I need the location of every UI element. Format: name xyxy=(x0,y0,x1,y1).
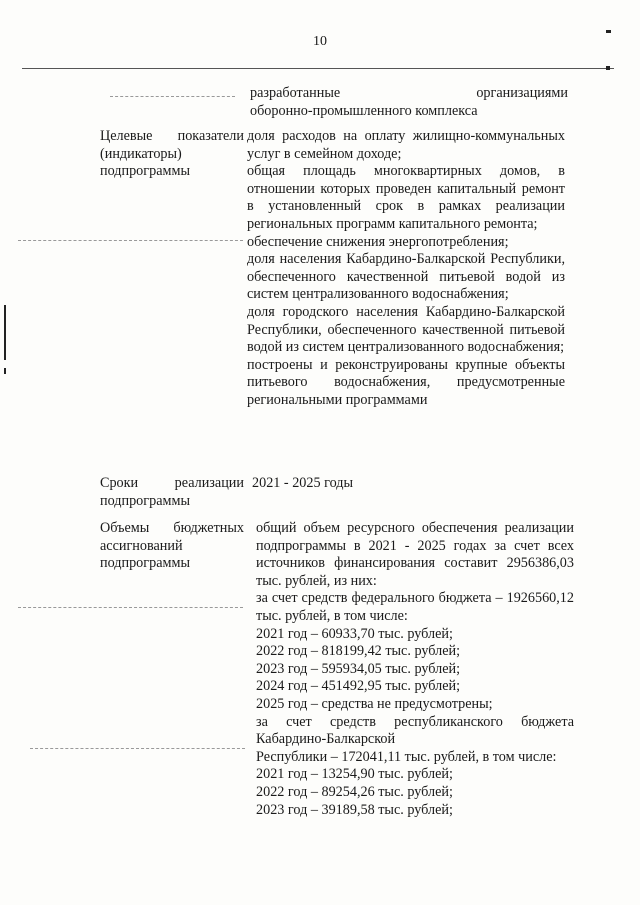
indicator-item: доля расходов на оплату жилищно-коммунальных услуг в семейном доходе; xyxy=(247,128,565,162)
budget-line: 2021 год – 13254,90 тыс. рублей; xyxy=(256,766,453,783)
budget-line: общий объем ресурсного обеспечения реализации подпрограммы в 2021 - 2025 годах за счет всех источников финансирования составит 2956386,03 тыс. рублей, из них: xyxy=(256,520,574,589)
continuation-line: оборонно-промышленного комплекса xyxy=(250,102,478,119)
target-indicators-label: Целевые показатели (индикаторы) подпрограммы xyxy=(100,128,244,180)
indicator-item: доля населения Кабардино-Балкарской Республики, обеспеченного качественной питьевой водой из систем централизованного водоснабжения; xyxy=(247,251,565,303)
page-number: 10 xyxy=(313,34,327,49)
terms-value: 2021 - 2025 годы xyxy=(252,475,354,491)
budget-line: 2022 год – 818199,42 тыс. рублей; xyxy=(256,643,461,660)
scan-mark xyxy=(606,66,610,70)
budget-line: за счет средств федерального бюджета – 1926560,12 тыс. рублей, в том числе: xyxy=(256,590,574,624)
indicator-item: доля городского населения Кабардино-Балкарской Республики, обеспеченного качественной питьевой водой из систем централизованного водоснабжения; xyxy=(247,303,565,356)
budget-line: 2021 год – 60933,70 тыс. рублей; xyxy=(256,625,453,642)
continuation-line: разработанные организациями xyxy=(250,85,568,101)
scan-line xyxy=(18,607,243,608)
budget-line: 2025 год – средства не предусмотрены; xyxy=(256,695,493,712)
budget-label: Объемы бюджетных ассигнований подпрограммы xyxy=(100,520,244,572)
budget-line: Республики – 172041,11 тыс. рублей, в том числе: xyxy=(256,748,557,765)
indicator-item: общая площадь многоквартирных домов, в отношении которых проведен капитальный ремонт в установленный срок в рамках реализации региональных программ капитального ремонта; xyxy=(247,163,565,232)
scan-line xyxy=(110,96,235,97)
budget-line: 2023 год – 595934,05 тыс. рублей; xyxy=(256,660,461,677)
target-indicators-list xyxy=(247,128,565,410)
header-rule xyxy=(22,68,614,69)
budget-line: 2024 год – 451492,95 тыс. рублей; xyxy=(256,678,461,695)
budget-line: 2022 год – 89254,26 тыс. рублей; xyxy=(256,783,453,800)
budget-details xyxy=(256,520,574,819)
budget-line: 2023 год – 39189,58 тыс. рублей; xyxy=(256,801,453,818)
budget-line: за счет средств республиканского бюджета Кабардино-Балкарской xyxy=(256,713,574,748)
scan-line xyxy=(30,748,245,749)
scan-mark xyxy=(606,30,611,33)
indicator-item: обеспечение снижения энергопотребления; xyxy=(247,233,509,250)
scan-line xyxy=(18,240,243,241)
scan-mark xyxy=(4,305,6,360)
terms-label: Сроки реализации подпрограммы xyxy=(100,475,244,509)
indicator-item: построены и реконструированы крупные объекты питьевого водоснабжения, предусмотренные региональными программами xyxy=(247,356,565,408)
scan-mark xyxy=(4,368,6,374)
